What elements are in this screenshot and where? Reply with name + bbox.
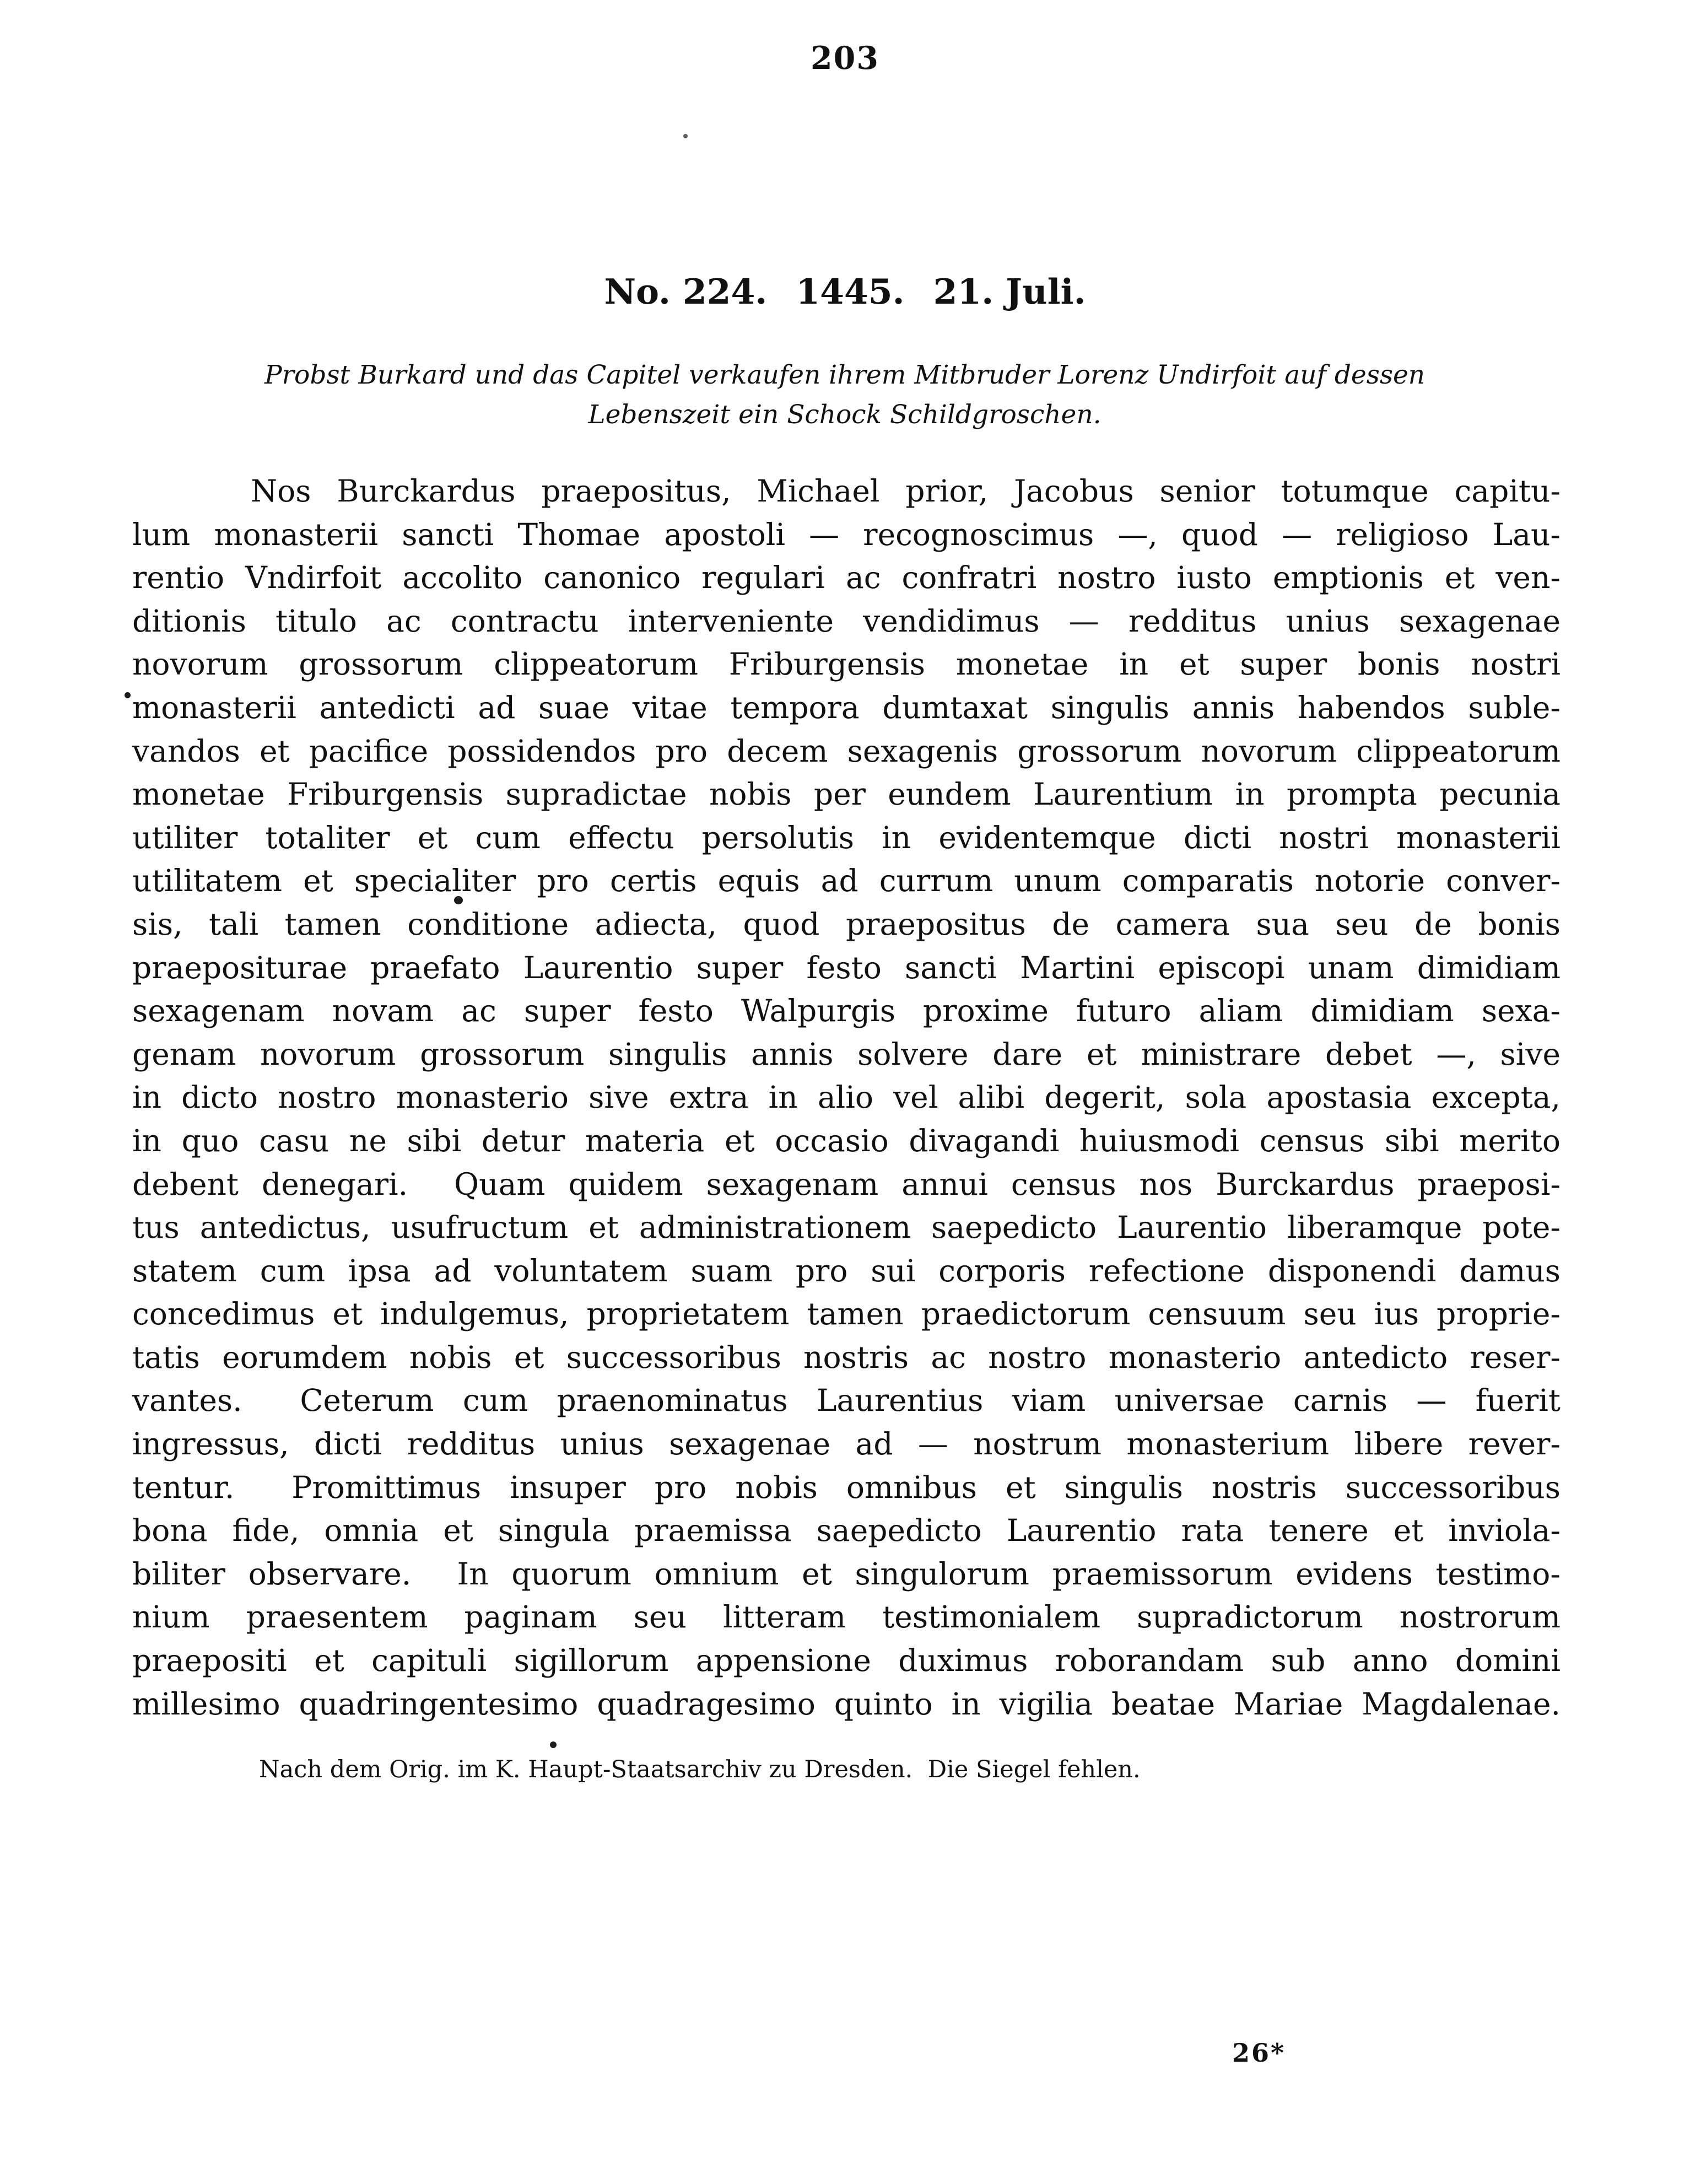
entry-heading bbox=[0, 271, 1690, 312]
entry-summary bbox=[128, 355, 1561, 435]
body-line: biliter observare. In quorum omnium et singulorum praemissorum evidens testimo- bbox=[132, 1556, 1561, 1592]
body-line: utilitatem et specialiter pro certis equis ad currum unum comparatis notorie conver- bbox=[132, 863, 1561, 899]
body-line: praepositurae praefato Laurentio super festo sancti Martini episcopi unam dimidiam bbox=[132, 950, 1561, 985]
body-line: nium praesentem paginam seu litteram testimonialem supradictorum nostrorum bbox=[132, 1599, 1561, 1635]
body-line: monasterii antedicti ad suae vitae tempora dumtaxat singulis annis habendos suble- bbox=[132, 689, 1561, 725]
body-line: Nos Burckardus praepositus, Michael prior, Jacobus senior totumque capitu- bbox=[251, 473, 1561, 509]
body-line: tatis eorumdem nobis et successoribus nostris ac nostro monasterio antedicto reser- bbox=[132, 1339, 1561, 1375]
body-line: concedimus et indulgemus, proprietatem tamen praedictorum censuum seu ius proprie- bbox=[132, 1296, 1561, 1332]
body-line: sis, tali tamen conditione adiecta, quod praepositus de camera sua seu de bonis bbox=[132, 906, 1561, 942]
body-line: in dicto nostro monasterio sive extra in alio vel alibi degerit, sola apostasia excepta, bbox=[132, 1080, 1561, 1115]
page-number: 203 bbox=[811, 40, 879, 77]
entry-body bbox=[132, 470, 1561, 1725]
body-line: bona fide, omnia et singula praemissa saepedicto Laurentio rata tenere et inviola- bbox=[132, 1513, 1561, 1549]
body-line: debent denegari. Quam quidem sexagenam annui census nos Burckardus praeposi- bbox=[132, 1166, 1561, 1202]
summary-line: Lebenszeit ein Schock Schildgroschen. bbox=[588, 400, 1102, 430]
body-line: statem cum ipsa ad voluntatem suam pro sui corporis refectione disponendi damus bbox=[132, 1253, 1561, 1288]
body-line: genam novorum grossorum singulis annis solvere dare et ministrare debet —, sive bbox=[132, 1036, 1561, 1072]
body-line: lum monasterii sancti Thomae apostoli — recognoscimus —, quod — religioso Lau- bbox=[132, 516, 1561, 552]
entry-year: 1445. bbox=[796, 271, 905, 312]
body-line: praepositi et capituli sigillorum appensione duximus roborandam sub anno domini bbox=[132, 1643, 1561, 1679]
body-line: utiliter totaliter et cum effectu persolutis in evidentemque dicti nostri monasterii bbox=[132, 819, 1561, 855]
body-line: vandos et pacifice possidendos pro decem sexagenis grossorum novorum clippeatorum bbox=[132, 733, 1561, 769]
body-line: ditionis titulo ac contractu interveniente vendidimus — redditus unius sexagenae bbox=[132, 603, 1561, 639]
signature-mark: 26* bbox=[1232, 2038, 1286, 2068]
body-line: rentio Vndirfoit accolito canonico regulari ac confratri nostro iusto emptionis et ven- bbox=[132, 560, 1561, 596]
summary-line: Probst Burkard und das Capitel verkaufen ihrem Mitbruder Lorenz Undirfoit auf dessen bbox=[264, 360, 1426, 390]
scan-speck bbox=[683, 134, 688, 138]
body-line: sexagenam novam ac super festo Walpurgis proxime futuro aliam dimidiam sexa- bbox=[132, 993, 1561, 1029]
entry-number: No. 224. bbox=[604, 271, 768, 312]
body-line: novorum grossorum clippeatorum Friburgensis monetae in et super bonis nostri bbox=[132, 646, 1561, 682]
body-line: monetae Friburgensis supradictae nobis per eundem Laurentium in prompta pecunia bbox=[132, 776, 1561, 812]
entry-date: 21. Juli. bbox=[933, 271, 1086, 312]
body-line: vantes. Ceterum cum praenominatus Laurentius viam universae carnis — fuerit bbox=[132, 1383, 1561, 1419]
body-line: millesimo quadringentesimo quadragesimo quinto in vigilia beatae Mariae Magdalenae. bbox=[132, 1686, 1561, 1722]
body-line: tentur. Promittimus insuper pro nobis omnibus et singulis nostris successoribus bbox=[132, 1469, 1561, 1505]
source-footnote: Nach dem Orig. im K. Haupt-Staatsarchiv zu Dresden. Die Siegel fehlen. bbox=[259, 1756, 1141, 1783]
scan-speck bbox=[550, 1741, 557, 1748]
body-line: ingressus, dicti redditus unius sexagenae ad — nostrum monasterium libere rever- bbox=[132, 1426, 1561, 1462]
scan-speck bbox=[125, 692, 131, 698]
body-line: in quo casu ne sibi detur materia et occasio divagandi huiusmodi census sibi merito bbox=[132, 1123, 1561, 1158]
body-line: tus antedictus, usufructum et administrationem saepedicto Laurentio liberamque pote- bbox=[132, 1210, 1561, 1245]
